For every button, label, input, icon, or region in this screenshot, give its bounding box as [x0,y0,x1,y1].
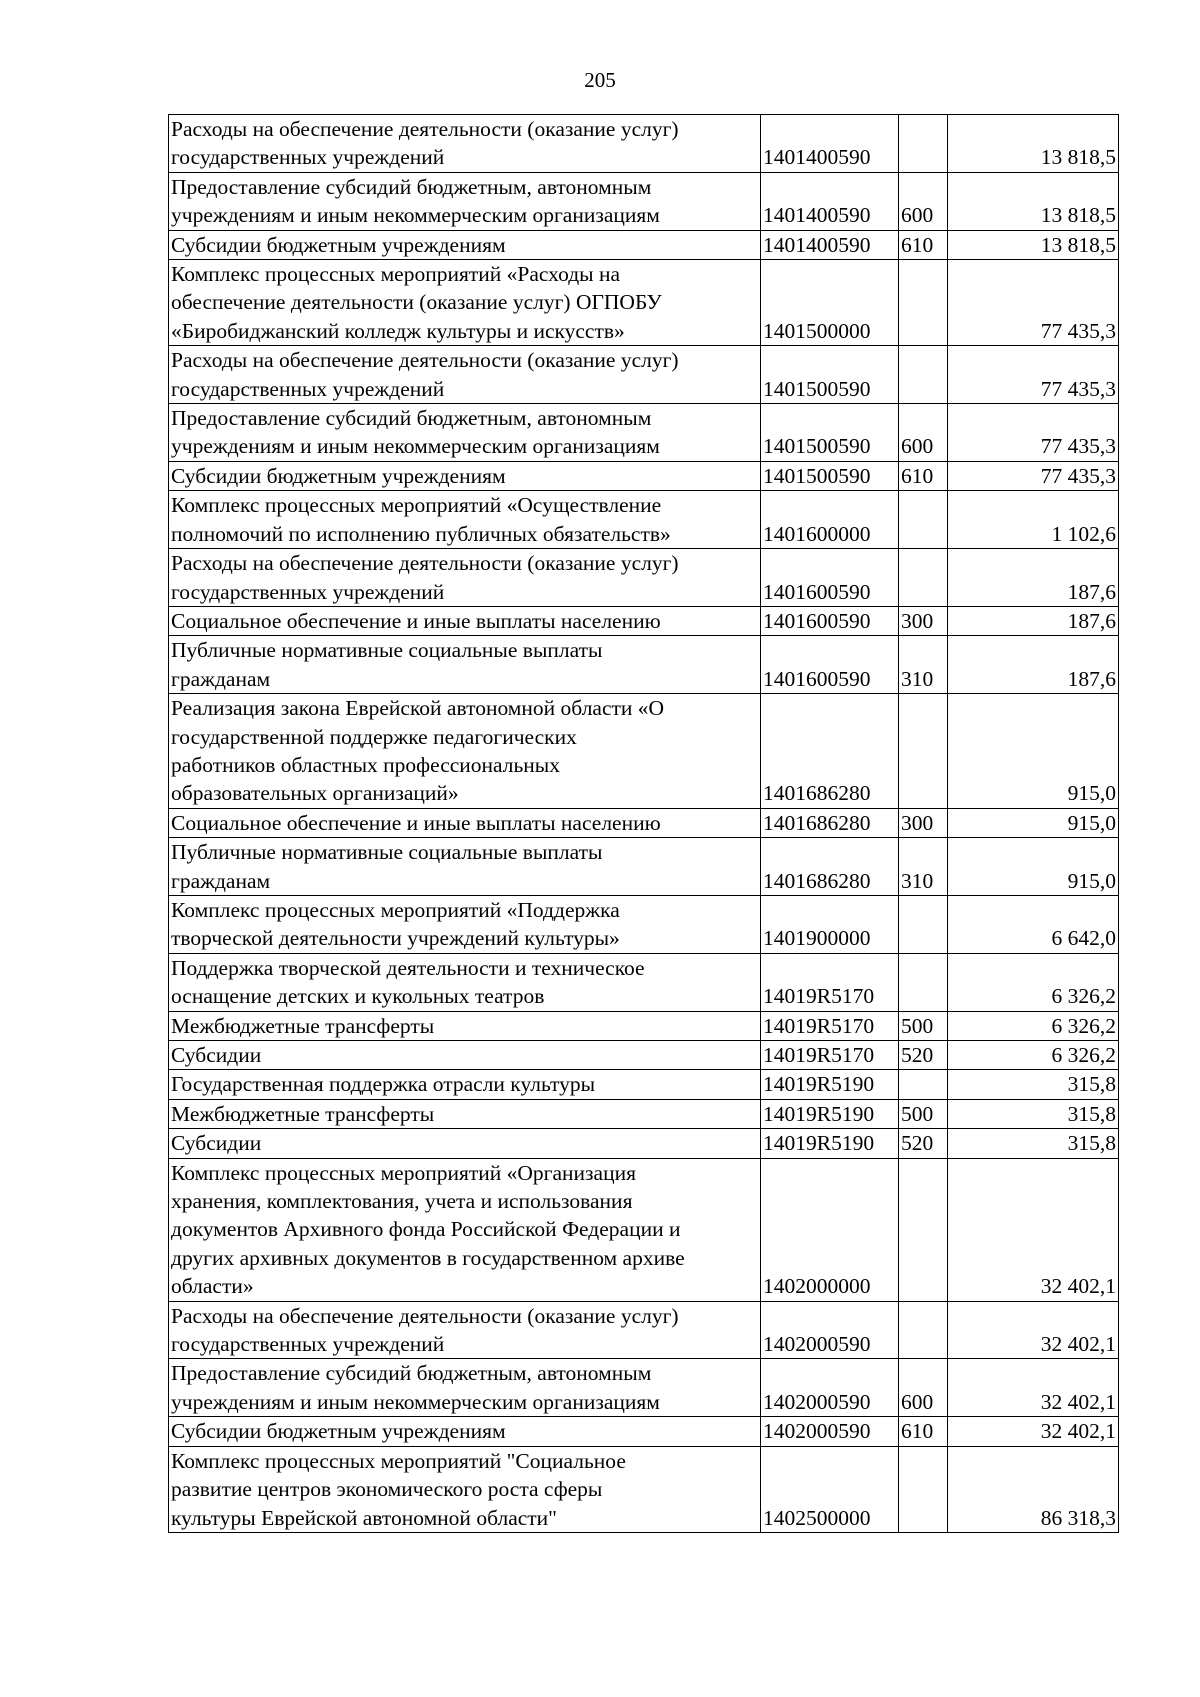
row-name-line: Предоставление субсидий бюджетным, автономным [171,1361,652,1386]
row-type-cell: 300 [899,606,948,635]
row-sum-cell: 32 402,1 [948,1417,1119,1446]
row-name-cell [169,1070,761,1099]
table-row [169,1011,1119,1040]
table-row [169,404,1119,462]
row-name-line: гражданам [171,868,271,893]
row-code-cell: 1401400590 [761,172,899,230]
row-code-cell: 14019R5170 [761,1041,899,1070]
row-type-cell [899,260,948,346]
row-type-cell: 500 [899,1099,948,1128]
row-name-cell [169,808,761,837]
row-name-line: Комплекс процессных мероприятий «Осуществление [171,493,662,518]
row-name-cell [169,461,761,490]
table-row [169,1041,1119,1070]
row-name-line: государственных учреждений [171,579,445,604]
row-name-line: Социальное обеспечение и иные выплаты населению [171,810,661,835]
row-sum-cell: 6 642,0 [948,895,1119,953]
table-row [169,549,1119,607]
row-name-line: Публичные нормативные социальные выплаты [171,840,603,865]
row-sum-cell: 13 818,5 [948,230,1119,259]
row-name-line: творческой деятельности учреждений культуры» [171,926,620,951]
table-row [169,1301,1119,1359]
row-name-line: Публичные нормативные социальные выплаты [171,638,603,663]
row-sum-cell: 315,8 [948,1070,1119,1099]
row-type-cell [899,1158,948,1301]
row-type-cell [899,1446,948,1532]
row-sum-cell: 915,0 [948,838,1119,896]
row-code-cell: 1401686280 [761,808,899,837]
row-sum-cell: 32 402,1 [948,1301,1119,1359]
row-name-line: культуры Еврейской автономной области" [171,1505,557,1530]
row-code-cell: 1402000590 [761,1301,899,1359]
table-row [169,606,1119,635]
row-type-cell: 610 [899,461,948,490]
row-type-cell: 500 [899,1011,948,1040]
row-name-line: образовательных организаций» [171,781,459,806]
row-name-line: Социальное обеспечение и иные выплаты населению [171,608,661,633]
row-type-cell: 520 [899,1041,948,1070]
row-sum-cell: 32 402,1 [948,1158,1119,1301]
row-code-cell: 1401600590 [761,606,899,635]
row-sum-cell: 315,8 [948,1129,1119,1158]
row-name-line: полномочий по исполнению публичных обязательств» [171,521,671,546]
table-row [169,1417,1119,1446]
row-name-cell [169,1099,761,1128]
row-name-cell [169,404,761,462]
table-row [169,115,1119,173]
table-row [169,953,1119,1011]
row-name-line: Субсидии бюджетным учреждениям [171,232,506,257]
row-name-line: оснащение детских и кукольных театров [171,984,545,1009]
row-name-cell [169,1011,761,1040]
row-name-cell [169,953,761,1011]
row-sum-cell: 77 435,3 [948,461,1119,490]
row-name-line: Поддержка творческой деятельности и техническое [171,955,645,980]
row-name-cell [169,694,761,809]
row-name-line: Предоставление субсидий бюджетным, автономным [171,406,652,431]
row-name-cell [169,230,761,259]
row-name-line: Комплекс процессных мероприятий «Организация [171,1160,636,1185]
row-sum-cell: 1 102,6 [948,491,1119,549]
table-row [169,1359,1119,1417]
row-name-line: гражданам [171,666,271,691]
row-code-cell: 1401600590 [761,636,899,694]
table-row [169,838,1119,896]
row-code-cell: 1401600590 [761,549,899,607]
row-code-cell: 14019R5170 [761,1011,899,1040]
table-row [169,491,1119,549]
row-code-cell: 1401900000 [761,895,899,953]
row-name-line: Реализация закона Еврейской автономной области «О [171,696,665,721]
row-name-cell [169,1359,761,1417]
table-row [169,1070,1119,1099]
row-name-line: хранения, комплектования, учета и использования [171,1189,633,1214]
row-name-line: Расходы на обеспечение деятельности (оказание услуг) [171,117,679,141]
budget-table-body [169,115,1119,1533]
row-name-line: других архивных документов в государственном архиве [171,1245,685,1270]
row-code-cell: 1402000590 [761,1359,899,1417]
row-type-cell [899,1301,948,1359]
table-row [169,808,1119,837]
row-type-cell [899,694,948,809]
row-sum-cell: 77 435,3 [948,404,1119,462]
row-name-line: учреждениям и иным некоммерческим организациям [171,434,660,459]
row-sum-cell: 315,8 [948,1099,1119,1128]
row-name-line: учреждениям и иным некоммерческим организациям [171,203,660,228]
row-name-cell [169,895,761,953]
row-type-cell: 600 [899,404,948,462]
row-code-cell: 1401686280 [761,838,899,896]
row-name-cell [169,549,761,607]
row-name-line: учреждениям и иным некоммерческим организациям [171,1389,660,1414]
table-row [169,260,1119,346]
row-sum-cell: 6 326,2 [948,953,1119,1011]
table-row [169,230,1119,259]
row-name-cell [169,636,761,694]
row-code-cell: 1402000000 [761,1158,899,1301]
table-row [169,172,1119,230]
row-type-cell [899,115,948,173]
row-code-cell: 1401600000 [761,491,899,549]
row-name-cell [169,1446,761,1532]
row-name-line: Государственная поддержка отрасли культуры [171,1072,596,1097]
row-name-line: «Биробиджанский колледж культуры и искусств» [171,318,625,343]
row-type-cell: 300 [899,808,948,837]
row-name-line: государственной поддержке педагогических [171,724,577,749]
row-name-line: Субсидии бюджетным учреждениям [171,463,506,488]
row-sum-cell: 77 435,3 [948,346,1119,404]
row-type-cell: 610 [899,230,948,259]
row-sum-cell: 13 818,5 [948,115,1119,173]
row-type-cell: 310 [899,838,948,896]
row-name-cell [169,491,761,549]
row-type-cell [899,953,948,1011]
row-name-cell [169,115,761,173]
row-sum-cell: 187,6 [948,549,1119,607]
table-row [169,636,1119,694]
row-name-line: документов Архивного фонда Российской Федерации и [171,1217,681,1242]
table-row [169,1446,1119,1532]
row-code-cell: 1401500590 [761,461,899,490]
row-name-cell [169,1417,761,1446]
row-name-line: Предоставление субсидий бюджетным, автономным [171,174,652,199]
row-name-line: Межбюджетные трансферты [171,1013,435,1038]
row-code-cell: 14019R5190 [761,1070,899,1099]
table-row [169,346,1119,404]
row-name-line: Субсидии [171,1131,262,1156]
row-code-cell: 1401500000 [761,260,899,346]
row-name-cell [169,260,761,346]
row-type-cell: 310 [899,636,948,694]
row-name-cell [169,838,761,896]
row-type-cell: 610 [899,1417,948,1446]
row-name-cell [169,606,761,635]
row-name-line: Комплекс процессных мероприятий "Социальное [171,1448,626,1473]
row-name-cell [169,172,761,230]
row-code-cell: 1401500590 [761,346,899,404]
row-sum-cell: 13 818,5 [948,172,1119,230]
row-name-line: развитие центров экономического роста сферы [171,1477,603,1502]
row-code-cell: 1402000590 [761,1417,899,1446]
row-name-line: области» [171,1274,254,1299]
row-name-cell [169,1129,761,1158]
table-row [169,1158,1119,1301]
row-name-line: Расходы на обеспечение деятельности (оказание услуг) [171,551,679,576]
row-code-cell: 1401686280 [761,694,899,809]
row-name-line: работников областных профессиональных [171,752,561,777]
row-sum-cell: 915,0 [948,808,1119,837]
row-code-cell: 1401400590 [761,230,899,259]
row-name-line: Комплекс процессных мероприятий «Поддержка [171,897,620,922]
table-row [169,1099,1119,1128]
row-type-cell [899,491,948,549]
row-code-cell: 14019R5190 [761,1099,899,1128]
row-name-line: Межбюджетные трансферты [171,1101,435,1126]
row-name-cell [169,1158,761,1301]
row-type-cell [899,346,948,404]
page-number: 205 [584,68,616,92]
budget-table [168,114,1119,1533]
table-row [169,461,1119,490]
row-type-cell: 520 [899,1129,948,1158]
table-row [169,694,1119,809]
row-type-cell: 600 [899,172,948,230]
row-code-cell: 14019R5190 [761,1129,899,1158]
row-name-line: государственных учреждений [171,145,445,170]
table-row [169,1129,1119,1158]
row-code-cell: 1402500000 [761,1446,899,1532]
row-sum-cell: 187,6 [948,606,1119,635]
row-sum-cell: 86 318,3 [948,1446,1119,1532]
row-sum-cell: 77 435,3 [948,260,1119,346]
row-name-line: государственных учреждений [171,376,445,401]
row-type-cell: 600 [899,1359,948,1417]
table-row [169,895,1119,953]
row-sum-cell: 187,6 [948,636,1119,694]
row-type-cell [899,549,948,607]
row-sum-cell: 915,0 [948,694,1119,809]
row-code-cell: 1401400590 [761,115,899,173]
row-sum-cell: 6 326,2 [948,1011,1119,1040]
row-name-line: Расходы на обеспечение деятельности (оказание услуг) [171,348,679,373]
row-type-cell [899,895,948,953]
row-sum-cell: 6 326,2 [948,1041,1119,1070]
row-code-cell: 14019R5170 [761,953,899,1011]
row-code-cell: 1401500590 [761,404,899,462]
row-name-line: Расходы на обеспечение деятельности (оказание услуг) [171,1303,679,1328]
row-name-cell [169,1301,761,1359]
row-sum-cell: 32 402,1 [948,1359,1119,1417]
row-name-line: государственных учреждений [171,1332,445,1357]
row-name-cell [169,346,761,404]
row-name-line: Субсидии бюджетным учреждениям [171,1419,506,1444]
row-name-cell [169,1041,761,1070]
row-type-cell [899,1070,948,1099]
row-name-line: Субсидии [171,1043,262,1067]
row-name-line: Комплекс процессных мероприятий «Расходы на [171,262,621,287]
row-name-line: обеспечение деятельности (оказание услуг) ОГПОБУ [171,290,662,315]
